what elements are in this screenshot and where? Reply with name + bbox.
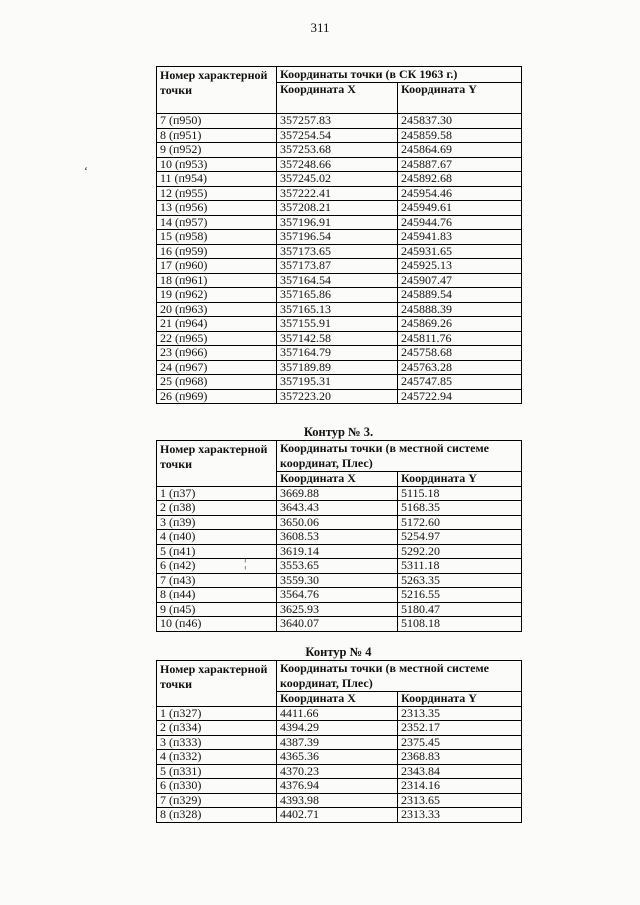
point-number-cell: 9 (п952) [157,143,277,158]
coordinate-y-cell: 5216.55 [398,588,522,603]
contour-3-title: Контур № 3. [303,425,374,439]
table-row [157,617,522,632]
table-row [157,515,522,530]
coordinate-x-cell: 357173.87 [277,259,398,274]
point-number-cell: 11 (п954) [157,172,277,187]
coordinate-y-cell: 245925.13 [398,259,522,274]
header-coordinate-x: Координата X [277,83,398,114]
coordinate-y-cell: 5168.35 [398,501,522,516]
coordinate-y-cell: 2313.65 [398,793,522,808]
point-number-cell: 14 (п957) [157,215,277,230]
coordinate-y-cell: 2343.84 [398,764,522,779]
coordinate-x-cell: 357196.54 [277,230,398,245]
coordinate-x-cell: 4376.94 [277,779,398,794]
table-row [157,288,522,303]
table-row [157,143,522,158]
point-number-cell: 9 (п45) [157,602,277,617]
coordinate-y-cell: 245888.39 [398,302,522,317]
coordinate-y-cell: 2314.16 [398,779,522,794]
point-number-cell: 10 (п953) [157,157,277,172]
coordinate-x-cell: 4411.66 [277,706,398,721]
coordinate-y-cell: 5180.47 [398,602,522,617]
table-row [157,501,522,516]
table-row [157,602,522,617]
coordinate-x-cell: 4365.36 [277,750,398,765]
point-number-cell: 18 (п961) [157,273,277,288]
table [156,66,522,404]
coordinate-y-cell: 245747.85 [398,375,522,390]
point-number-cell: 4 (п332) [157,750,277,765]
point-number-cell: 20 (п963) [157,302,277,317]
point-number-cell: 7 (п43) [157,573,277,588]
point-number-cell: 7 (п950) [157,114,277,129]
coordinate-x-cell: 357208.21 [277,201,398,216]
coordinate-y-cell: 245907.47 [398,273,522,288]
table-row [157,230,522,245]
coordinate-x-cell: 357195.31 [277,375,398,390]
coordinate-y-cell: 245954.46 [398,186,522,201]
point-number-cell: 2 (п334) [157,721,277,736]
coordinate-x-cell: 3669.88 [277,486,398,501]
coordinate-y-cell: 245887.67 [398,157,522,172]
coordinates-table-1963 [156,66,521,404]
table-row [157,544,522,559]
coordinate-x-cell: 3564.76 [277,588,398,603]
coordinate-x-cell: 3625.93 [277,602,398,617]
coordinate-x-cell: 3640.07 [277,617,398,632]
coordinate-y-cell: 245758.68 [398,346,522,361]
point-number-cell: 23 (п966) [157,346,277,361]
point-number-cell: 25 (п968) [157,375,277,390]
coordinate-x-cell: 357245.02 [277,172,398,187]
header-coordinate-y: Координата Y [398,472,522,487]
coordinate-x-cell: 3619.14 [277,544,398,559]
table-row [157,375,522,390]
coordinate-x-cell: 357155.91 [277,317,398,332]
table-row [157,573,522,588]
table-row [157,128,522,143]
point-number-cell: 21 (п964) [157,317,277,332]
header-coordinates-group: Координаты точки (в СК 1963 г.) [277,67,522,83]
point-number-cell: 5 (п41) [157,544,277,559]
table-row [157,793,522,808]
coordinate-x-cell: 4402.71 [277,808,398,823]
coordinate-y-cell: 245931.65 [398,244,522,259]
table-row [157,114,522,129]
coordinate-x-cell: 3643.43 [277,501,398,516]
coordinate-x-cell: 357142.58 [277,331,398,346]
point-number-cell: 26 (п969) [157,389,277,404]
header-coordinate-y: Координата Y [398,83,522,114]
point-number-cell: 3 (п333) [157,735,277,750]
point-number-cell: 3 (п39) [157,515,277,530]
coordinate-x-cell: 357165.86 [277,288,398,303]
coordinate-y-cell: 2313.33 [398,808,522,823]
coordinate-x-cell: 357254.54 [277,128,398,143]
point-number-cell: 1 (п37) [157,486,277,501]
point-number-cell: 6 (п42) [157,559,277,574]
coordinate-y-cell: 2352.17 [398,721,522,736]
table-row [157,750,522,765]
coordinate-x-cell: 357257.83 [277,114,398,129]
coordinate-x-cell: 357165.13 [277,302,398,317]
coordinate-y-cell: 245859.58 [398,128,522,143]
page-number: 311 [310,20,330,35]
point-number-cell: 13 (п956) [157,201,277,216]
table-row [157,486,522,501]
stray-mark: ¦ [244,556,247,570]
table [156,440,522,632]
coordinate-y-cell: 245949.61 [398,201,522,216]
point-number-cell: 6 (п330) [157,779,277,794]
coordinate-y-cell: 5254.97 [398,530,522,545]
point-number-cell: 22 (п965) [157,331,277,346]
table-row [157,360,522,375]
header-coordinate-y: Координата Y [398,692,522,707]
header-point-number: Номер характерной точки [157,67,277,114]
coordinate-y-cell: 245869.26 [398,317,522,332]
point-number-cell: 19 (п962) [157,288,277,303]
point-number-cell: 12 (п955) [157,186,277,201]
table-row [157,764,522,779]
coordinate-y-cell: 5172.60 [398,515,522,530]
table-row [157,215,522,230]
coordinate-y-cell: 245941.83 [398,230,522,245]
header-coordinate-x: Координата X [277,472,398,487]
table-row [157,389,522,404]
table-row [157,588,522,603]
table-row [157,706,522,721]
point-number-cell: 16 (п959) [157,244,277,259]
table-row [157,808,522,823]
point-number-cell: 5 (п331) [157,764,277,779]
table-row [157,157,522,172]
point-number-cell: 1 (п327) [157,706,277,721]
coordinate-y-cell: 245944.76 [398,215,522,230]
header-point-number: Номер характерной точки [157,661,277,707]
point-number-cell: 15 (п958) [157,230,277,245]
coordinate-y-cell: 2375.45 [398,735,522,750]
point-number-cell: 24 (п967) [157,360,277,375]
point-number-cell: 8 (п44) [157,588,277,603]
table-row [157,273,522,288]
coordinate-y-cell: 245892.68 [398,172,522,187]
coordinate-y-cell: 2313.35 [398,706,522,721]
coordinate-y-cell: 2368.83 [398,750,522,765]
coordinate-x-cell: 357189.89 [277,360,398,375]
header-coordinates-group: Координаты точки (в местной системе координат, Плес) [277,661,522,692]
stray-mark: ‘ [84,164,88,178]
contour-3-section [156,425,521,632]
coordinate-y-cell: 245763.28 [398,360,522,375]
coordinate-x-cell: 357253.68 [277,143,398,158]
table-row [157,346,522,361]
coordinate-x-cell: 357164.79 [277,346,398,361]
coordinate-x-cell: 4370.23 [277,764,398,779]
coordinate-x-cell: 3553.65 [277,559,398,574]
table-row [157,259,522,274]
table-row [157,186,522,201]
coordinate-y-cell: 245889.54 [398,288,522,303]
contour-4-section [156,645,521,823]
table-row [157,331,522,346]
point-number-cell: 8 (п328) [157,808,277,823]
coordinate-y-cell: 245837.30 [398,114,522,129]
coordinate-y-cell: 5115.18 [398,486,522,501]
coordinate-x-cell: 357223.20 [277,389,398,404]
table-row [157,172,522,187]
table-row [157,302,522,317]
coordinate-y-cell: 5108.18 [398,617,522,632]
coordinate-x-cell: 357173.65 [277,244,398,259]
table-row [157,779,522,794]
coordinate-x-cell: 357196.91 [277,215,398,230]
point-number-cell: 2 (п38) [157,501,277,516]
table-row [157,201,522,216]
coordinate-x-cell: 357248.66 [277,157,398,172]
coordinate-y-cell: 245864.69 [398,143,522,158]
coordinate-x-cell: 4393.98 [277,793,398,808]
header-point-number: Номер характерной точки [157,441,277,487]
table-row [157,244,522,259]
point-number-cell: 8 (п951) [157,128,277,143]
coordinate-x-cell: 3650.06 [277,515,398,530]
coordinate-x-cell: 357222.41 [277,186,398,201]
point-number-cell: 7 (п329) [157,793,277,808]
coordinate-y-cell: 5263.35 [398,573,522,588]
table-row [157,317,522,332]
coordinate-x-cell: 3559.30 [277,573,398,588]
table-row [157,735,522,750]
table-row [157,721,522,736]
coordinate-x-cell: 4387.39 [277,735,398,750]
coordinate-y-cell: 5311.18 [398,559,522,574]
point-number-cell: 4 (п40) [157,530,277,545]
coordinate-y-cell: 245811.76 [398,331,522,346]
coordinate-y-cell: 5292.20 [398,544,522,559]
header-coordinates-group: Координаты точки (в местной системе координат, Плес) [277,441,522,472]
point-number-cell: 10 (п46) [157,617,277,632]
table [156,660,522,823]
coordinate-y-cell: 245722.94 [398,389,522,404]
point-number-cell: 17 (п960) [157,259,277,274]
coordinate-x-cell: 3608.53 [277,530,398,545]
coordinate-x-cell: 357164.54 [277,273,398,288]
header-coordinate-x: Координата X [277,692,398,707]
table-row [157,530,522,545]
contour-4-title: Контур № 4 [305,645,372,659]
coordinate-x-cell: 4394.29 [277,721,398,736]
table-row [157,559,522,574]
